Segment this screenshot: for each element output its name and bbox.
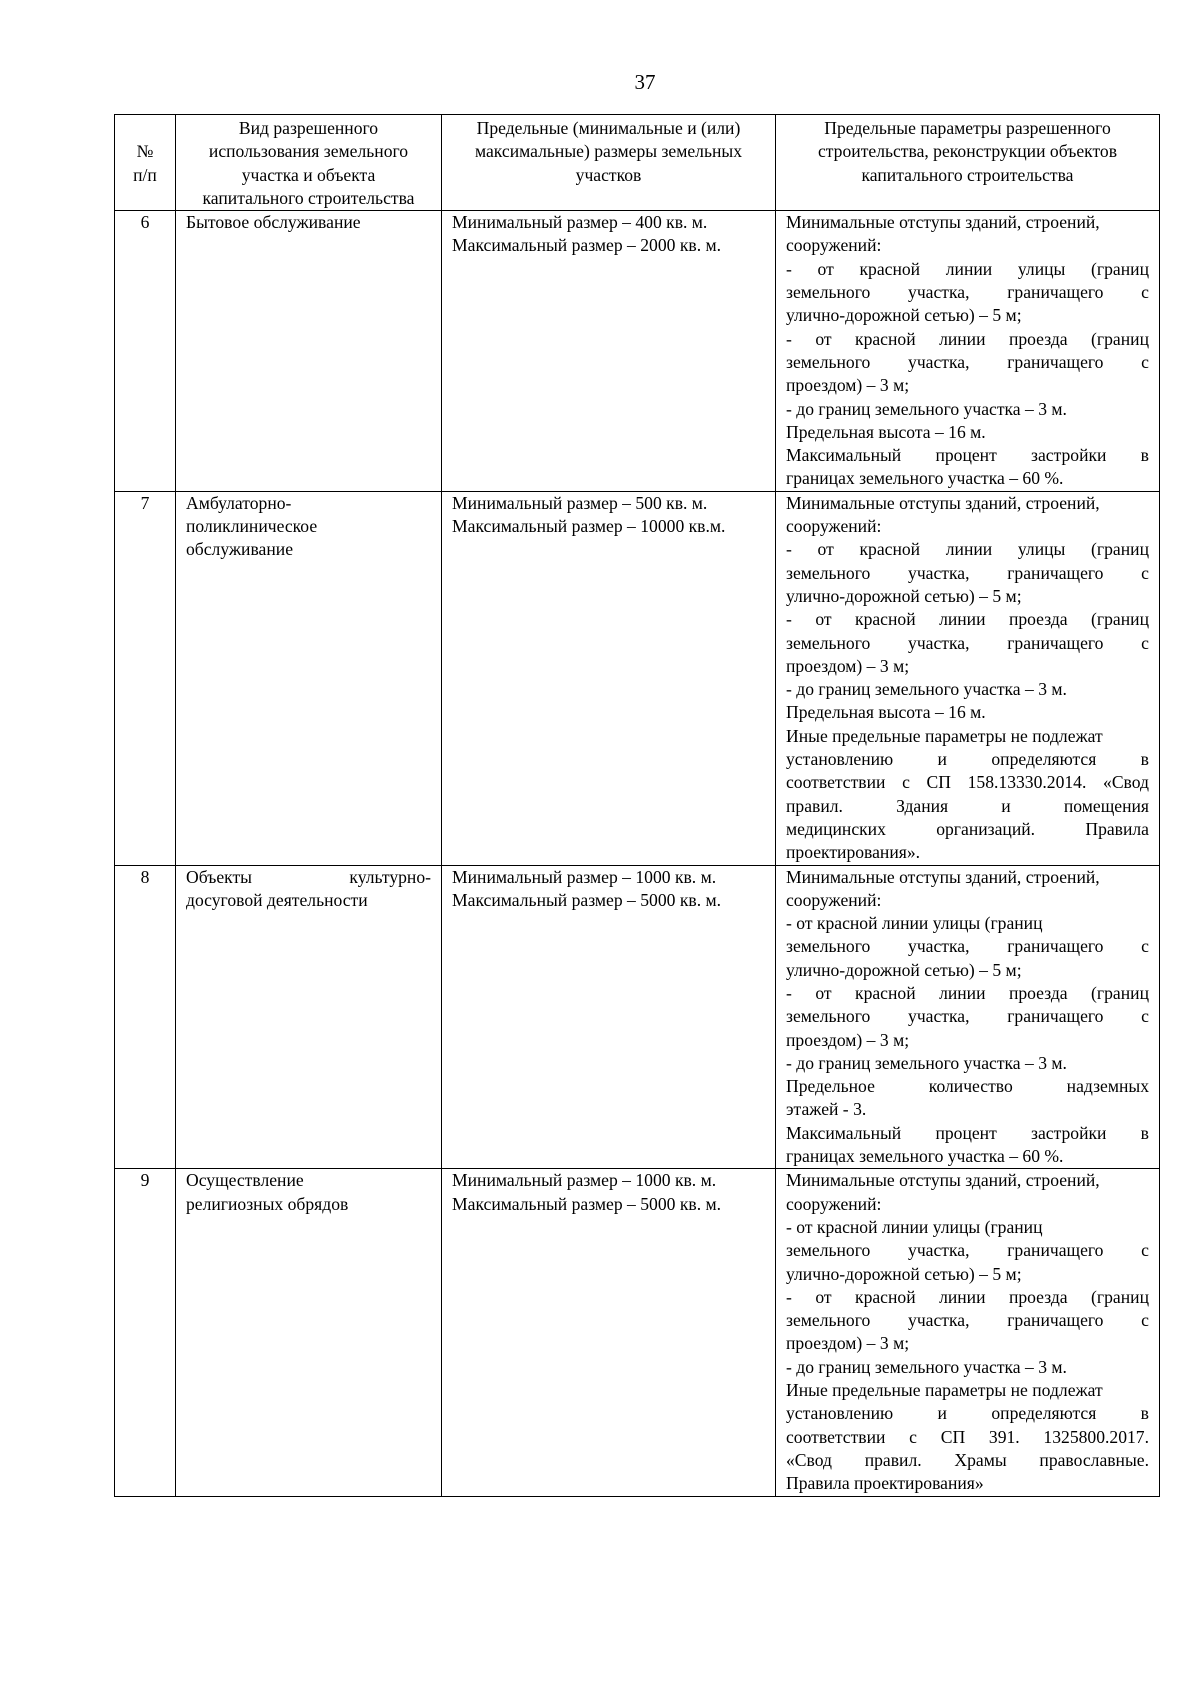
construction-param-line: земельного участка, граничащего с xyxy=(786,1310,1149,1331)
construction-param-line: Иные предельные параметры не подлежат xyxy=(786,1380,1103,1401)
header-use: Вид разрешенного использования земельного участка и объекта капитального строительства xyxy=(176,115,442,211)
row-number: 9 xyxy=(115,1169,176,1496)
row-number: 6 xyxy=(115,211,176,492)
construction-param-line: Максимальный процент застройки в xyxy=(786,445,1149,466)
construction-param-line: Минимальные отступы зданий, строений, xyxy=(786,492,1100,513)
plot-size-cell xyxy=(442,491,776,865)
permitted-use-line: Амбулаторно- xyxy=(186,492,292,513)
construction-param-line: - от красной линии проезда (границ xyxy=(786,1286,1149,1307)
construction-param-line: проездом) – 3 м; xyxy=(786,1333,910,1354)
construction-param-line: - до границ земельного участка – 3 м. xyxy=(786,679,1067,700)
construction-param-line: «Свод правил. Храмы православные. xyxy=(786,1449,1149,1470)
plot-size-line: Минимальный размер – 1000 кв. м. xyxy=(452,866,717,887)
plot-size-line: Максимальный размер – 2000 кв. м. xyxy=(452,235,722,256)
construction-param-line: - до границ земельного участка – 3 м. xyxy=(786,1356,1067,1377)
page-number: 37 xyxy=(634,70,656,94)
plot-size-line: Минимальный размер – 1000 кв. м. xyxy=(452,1170,717,1191)
construction-param-line: земельного участка, граничащего с xyxy=(786,562,1149,583)
table-header-row xyxy=(115,115,1160,211)
construction-param-line: - от красной линии проезда (границ xyxy=(786,328,1149,349)
construction-param-line: - от красной линии проезда (границ xyxy=(786,609,1149,630)
construction-param-line: - от красной линии улицы (границ xyxy=(786,1216,1043,1237)
construction-param-line: - от красной линии улицы (границ xyxy=(786,258,1149,279)
construction-params-cell xyxy=(776,491,1160,865)
table-row xyxy=(115,211,1160,492)
plot-size-cell xyxy=(442,211,776,492)
construction-param-line: Максимальный процент застройки в xyxy=(786,1122,1149,1143)
construction-param-line: земельного участка, граничащего с xyxy=(786,632,1149,653)
plot-size-line: Максимальный размер – 10000 кв.м. xyxy=(452,516,726,537)
construction-param-line: улично-дорожной сетью) – 5 м; xyxy=(786,585,1022,606)
permitted-use-cell xyxy=(176,865,442,1169)
regulations-table xyxy=(114,114,1160,1497)
header-num: № п/п xyxy=(115,115,176,211)
construction-param-line: сооружений: xyxy=(786,235,882,256)
construction-param-line: Минимальные отступы зданий, строений, xyxy=(786,866,1100,887)
permitted-use-cell xyxy=(176,1169,442,1496)
construction-param-line: проездом) – 3 м; xyxy=(786,1029,910,1050)
permitted-use-line: поликлиническое xyxy=(186,516,318,537)
construction-param-line: - от красной линии улицы (границ xyxy=(786,539,1149,560)
construction-param-line: сооружений: xyxy=(786,1193,882,1214)
plot-size-line: Максимальный размер – 5000 кв. м. xyxy=(452,889,722,910)
construction-param-line: проектирования». xyxy=(786,842,921,863)
construction-param-line: Правила проектирования» xyxy=(786,1473,984,1494)
construction-param-line: - от красной линии проезда (границ xyxy=(786,982,1149,1003)
row-number: 8 xyxy=(115,865,176,1169)
construction-param-line: земельного участка, граничащего с xyxy=(786,1240,1149,1261)
construction-param-line: Предельная высота – 16 м. xyxy=(786,421,986,442)
construction-param-line: сооружений: xyxy=(786,889,882,910)
permitted-use-line: религиозных обрядов xyxy=(186,1193,349,1214)
construction-param-line: установлению и определяются в xyxy=(786,1403,1149,1424)
construction-param-line: улично-дорожной сетью) – 5 м; xyxy=(786,959,1022,980)
construction-params-cell xyxy=(776,865,1160,1169)
table-row xyxy=(115,865,1160,1169)
header-size: Предельные (минимальные и (или) максимальные) размеры земельных участков xyxy=(442,115,776,211)
permitted-use-line: Осуществление xyxy=(186,1170,304,1191)
plot-size-cell xyxy=(442,1169,776,1496)
table-body xyxy=(115,211,1160,1496)
header-params: Предельные параметры разрешенного строительства, реконструкции объектов капитального строительства xyxy=(776,115,1160,211)
construction-param-line: границах земельного участка – 60 %. xyxy=(786,468,1064,489)
table-row xyxy=(115,1169,1160,1496)
construction-param-line: Предельная высота – 16 м. xyxy=(786,702,986,723)
construction-param-line: этажей - 3. xyxy=(786,1099,867,1120)
construction-param-line: медицинских организаций. Правила xyxy=(786,818,1149,839)
construction-param-line: сооружений: xyxy=(786,516,882,537)
table-row xyxy=(115,491,1160,865)
construction-param-line: земельного участка, граничащего с xyxy=(786,936,1149,957)
permitted-use-line: досуговой деятельности xyxy=(186,889,368,910)
permitted-use-line: Бытовое обслуживание xyxy=(186,212,361,233)
construction-param-line: правил. Здания и помещения xyxy=(786,795,1149,816)
permitted-use-cell xyxy=(176,491,442,865)
construction-param-line: улично-дорожной сетью) – 5 м; xyxy=(786,305,1022,326)
construction-params-cell xyxy=(776,1169,1160,1496)
plot-size-line: Минимальный размер – 400 кв. м. xyxy=(452,212,708,233)
construction-param-line: Минимальные отступы зданий, строений, xyxy=(786,212,1100,233)
construction-param-line: соответствии с СП 158.13330.2014. «Свод xyxy=(786,772,1149,793)
construction-param-line: земельного участка, граничащего с xyxy=(786,282,1149,303)
construction-param-line: проездом) – 3 м; xyxy=(786,375,910,396)
construction-param-line: земельного участка, граничащего с xyxy=(786,1006,1149,1027)
construction-param-line: проездом) – 3 м; xyxy=(786,655,910,676)
construction-param-line: улично-дорожной сетью) – 5 м; xyxy=(786,1263,1022,1284)
construction-param-line: Минимальные отступы зданий, строений, xyxy=(786,1170,1100,1191)
construction-param-line: соответствии с СП 391. 1325800.2017. xyxy=(786,1426,1149,1447)
plot-size-line: Максимальный размер – 5000 кв. м. xyxy=(452,1193,722,1214)
row-number: 7 xyxy=(115,491,176,865)
plot-size-line: Минимальный размер – 500 кв. м. xyxy=(452,492,708,513)
construction-param-line: земельного участка, граничащего с xyxy=(786,351,1149,372)
construction-param-line: Иные предельные параметры не подлежат xyxy=(786,725,1103,746)
permitted-use-cell xyxy=(176,211,442,492)
plot-size-cell xyxy=(442,865,776,1169)
construction-param-line: - до границ земельного участка – 3 м. xyxy=(786,1052,1067,1073)
construction-param-line: - до границ земельного участка – 3 м. xyxy=(786,398,1067,419)
permitted-use-line: Объекты культурно- xyxy=(186,866,431,887)
construction-param-line: установлению и определяются в xyxy=(786,749,1149,770)
construction-params-cell xyxy=(776,211,1160,492)
construction-param-line: Предельное количество надземных xyxy=(786,1076,1149,1097)
permitted-use-line: обслуживание xyxy=(186,539,293,560)
construction-param-line: границах земельного участка – 60 %. xyxy=(786,1146,1064,1167)
construction-param-line: - от красной линии улицы (границ xyxy=(786,913,1043,934)
